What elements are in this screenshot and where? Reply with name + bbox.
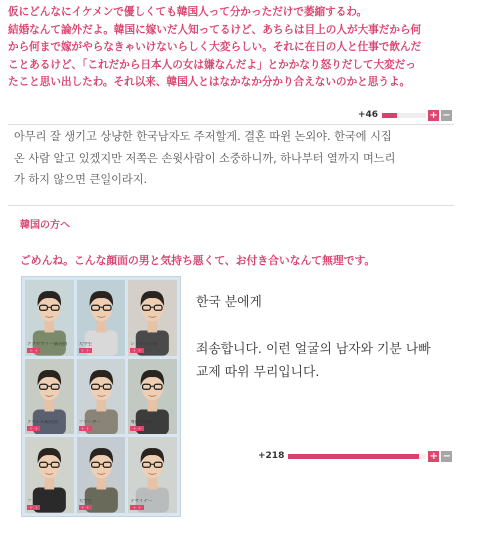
- translation-line: 가 하지 않으면 큰일이라지.: [14, 173, 148, 186]
- vote-meter: [288, 454, 426, 459]
- photo-caption: フリーター ＋ ＋: [78, 420, 101, 432]
- photo-caption: デザイナー ＋ ＋: [130, 498, 153, 510]
- downvote-button[interactable]: −: [442, 450, 452, 462]
- photo-tag: ＋ ＋: [132, 504, 142, 510]
- photo-caption: 専門学校生 ＋ ＋: [130, 420, 153, 432]
- person-photo: [25, 280, 74, 356]
- comment-1-text: [8, 4, 476, 92]
- person-photo: [25, 359, 74, 435]
- photo-tag: ＋ ＋: [29, 347, 39, 353]
- comment-1-line: たこと思い出したわ。それ以来、韓国人とはなかなか分かり合えないのかと思うよ。: [8, 76, 411, 89]
- downvote-button[interactable]: −: [442, 109, 451, 121]
- person-photo: [77, 437, 126, 513]
- photo-tag: ＋ ＋: [80, 426, 90, 432]
- vote-count: +218: [258, 451, 285, 461]
- photo-caption: 大学生 ＋ ＋: [78, 341, 93, 353]
- upvote-button[interactable]: +: [429, 450, 439, 462]
- photo-caption: 大学生 ＋ ＋: [78, 498, 93, 510]
- vote-count: +46: [358, 110, 379, 120]
- photo-grid: [21, 276, 181, 517]
- translation-line: 온 사람 알고 있겠지만 저쪽은 손윗사람이 소중하니까, 하나부터 열까지 며느리: [14, 151, 396, 165]
- comment-1-line: から何まで嫁がやらなきゃいけないらしく大変らしい。それに在日の人と仕事で飲んだ: [8, 41, 422, 54]
- comment-1-vote-bar: [358, 109, 452, 121]
- vote-meter-fill: [382, 113, 397, 118]
- photo-tag: ＋ ＋: [80, 347, 90, 353]
- photo-tag: ＋ ＋: [29, 504, 39, 510]
- person-photo: [77, 280, 126, 356]
- comment-2-translation: [196, 291, 431, 384]
- vote-meter-fill: [288, 454, 419, 459]
- photo-caption: ショップ店員 ＋ ＋: [130, 341, 158, 353]
- translation-line: 교제 따위 무리입니다.: [196, 365, 320, 380]
- person-photo: [128, 359, 177, 435]
- photo-caption: ファッション好き ＋ ＋: [27, 498, 63, 510]
- photo-tag: ＋ ＋: [29, 426, 39, 432]
- divider: [8, 124, 454, 125]
- upvote-button[interactable]: +: [429, 109, 438, 121]
- photo-tag: ＋ ＋: [132, 426, 142, 432]
- translation-line: 한국 분에게: [196, 295, 262, 310]
- person-photo: [25, 437, 74, 513]
- vote-meter: [382, 113, 426, 118]
- person-photo: [128, 437, 177, 513]
- comment-1-translation: [14, 126, 454, 191]
- photo-caption: アクセサリー販売員 ＋ ＋: [27, 341, 68, 353]
- person-photo: [128, 280, 177, 356]
- divider: [8, 205, 454, 206]
- person-photo: [77, 359, 126, 435]
- comment-2-text: ごめんね。こんな顔面の男と気持ち悪くて、お付き合いなんて無理です。: [20, 254, 376, 267]
- translation-line: 죄송합니다. 이런 얼굴의 남자와 기분 나빠: [196, 342, 431, 357]
- comment-1-line: 仮にどんなにイケメンで優しくても韓国人って分かっただけで萎縮するわ。: [8, 6, 368, 18]
- comment-2-vote-bar: [258, 450, 452, 462]
- comment-1-line: ことあるけど、「これだから日本人の女は嫌なんだよ」とかかなり怒りだして大変だっ: [8, 58, 416, 71]
- photo-tag: ＋ ＋: [80, 504, 90, 510]
- comment-1-line: 結婚なんて論外だよ。韓国に嫁いだ人知ってるけど、あちらは目上の人が大事だから何: [8, 23, 422, 36]
- photo-tag: ＋ ＋: [132, 347, 142, 353]
- translation-line: 아무리 잘 생기고 상냥한 한국남자도 주저할게. 결혼 따윈 논외야. 한국에 시집: [14, 130, 392, 143]
- comment-2-heading: 韓国の方へ: [20, 220, 70, 231]
- photo-caption: アパレル販売員 ＋ ＋: [27, 420, 59, 432]
